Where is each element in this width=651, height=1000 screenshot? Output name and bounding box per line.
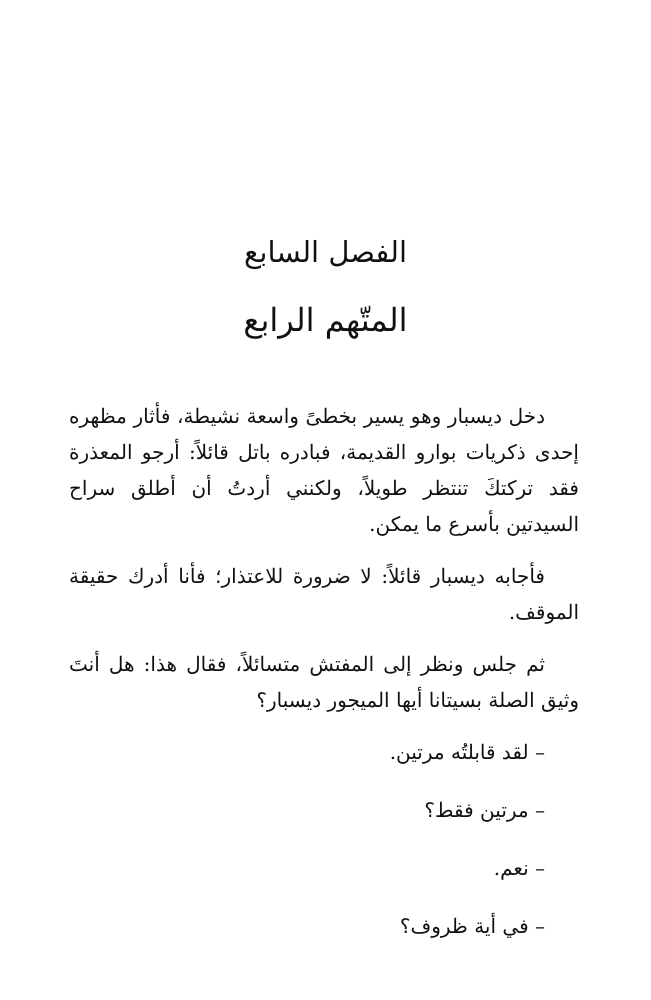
chapter-number: الفصل السابع — [244, 235, 407, 269]
dialogue-line-4: – في أية ظروف؟ — [399, 914, 545, 938]
dialogue-line-2: – مرتين فقط؟ — [424, 798, 545, 822]
paragraph-3: ثم جلس ونظر إلى المفتش متسائلاً، فقال هذا: هل أنتَ وثيق الصلة بسيتانا أيها الميجور ديسبار؟ — [69, 652, 579, 712]
paragraph-2: فأجابه ديسبار قائلاً: لا ضرورة للاعتذار؛ فأنا أدرك حقيقة الموقف. — [69, 564, 579, 624]
dialogue-line-3: – نعم. — [493, 856, 545, 880]
chapter-title: المتّهم الرابع — [243, 301, 408, 339]
dialogue-line-1: – لقد قابلتُه مرتين. — [389, 740, 545, 764]
chapter-body — [69, 398, 579, 966]
paragraph-1: دخل ديسبار وهو يسير بخطىً واسعة نشيطة، فأثار مظهره إحدى ذكريات بوارو القديمة، فبادره باتل قائلاً: أرجو المعذرة فقد تركتكَ تنتظر طويلاً، ولكنني أردتُ أن أطلق سراح السيدتين بأسرع ما يمكن. — [69, 404, 579, 536]
